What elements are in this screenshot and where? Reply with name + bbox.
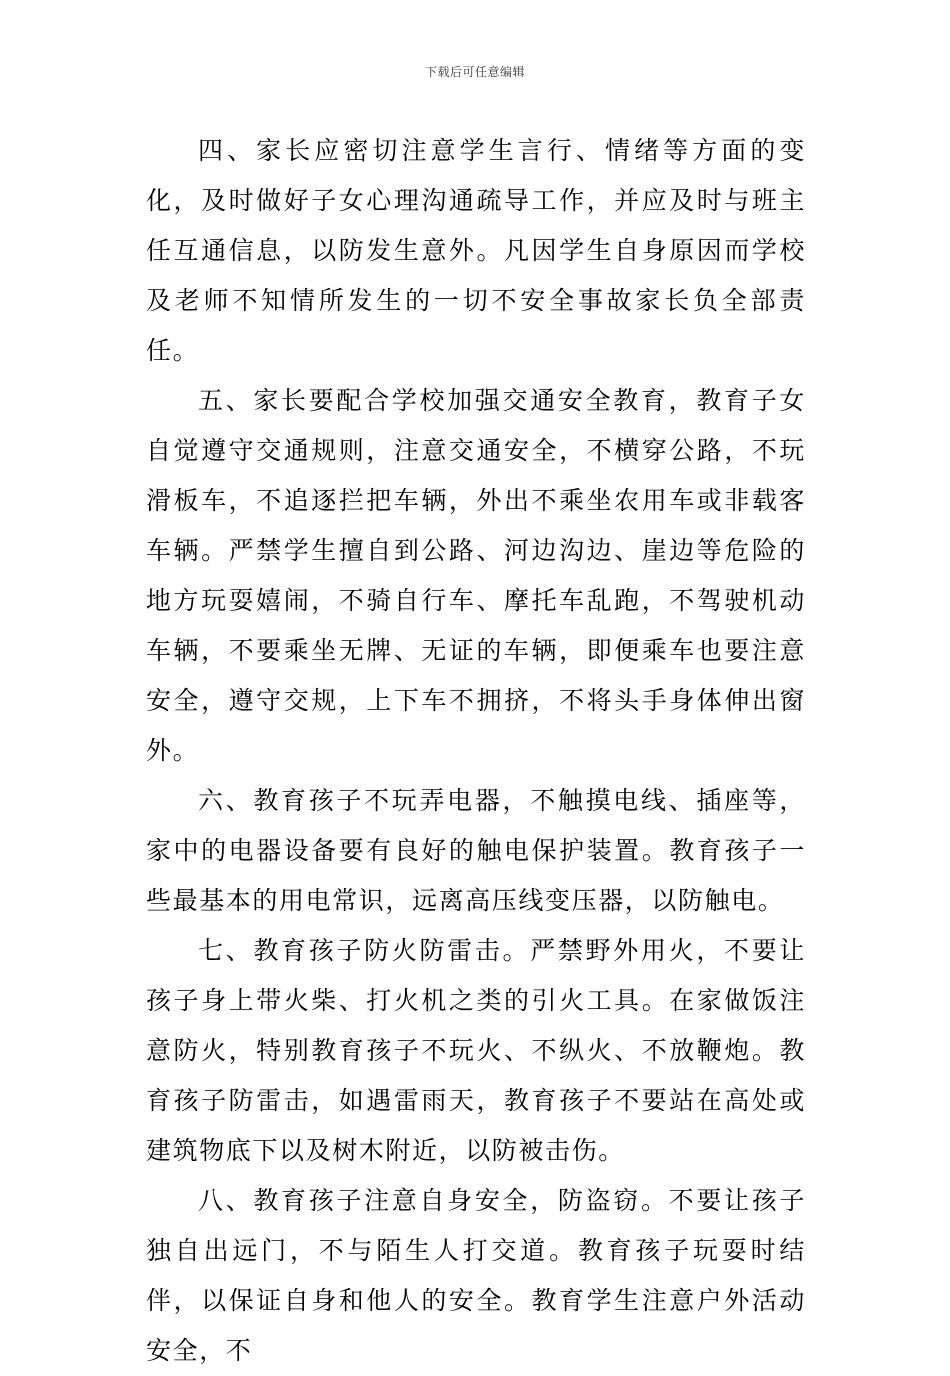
paragraph-8: 八、教育孩子注意自身安全，防盗窃。不要让孩子独自出远门，不与陌生人打交道。教育孩子玩耍时结伴，以保证自身和他人的安全。教育学生注意户外活动安全，不 xyxy=(146,1186,806,1365)
page-header-note: 下载后可任意编辑 xyxy=(424,65,525,79)
paragraph-7: 七、教育孩子防火防雷击。严禁野外用火，不要让孩子身上带火柴、打火机之类的引火工具。在家做饭注意防火，特别教育孩子不玩火、不纵火、不放鞭炮。教育孩子防雷击，如遇雷雨天，教育孩子不要站在高处或建筑物底下以及树木附近，以防被击伤。 xyxy=(146,936,806,1165)
paragraph-6: 六、教育孩子不玩弄电器，不触摸电线、插座等，家中的电器设备要有良好的触电保护装置。教育孩子一些最基本的用电常识，远离高压线变压器，以防触电。 xyxy=(146,786,806,915)
paragraph-5: 五、家长要配合学校加强交通安全教育，教育子女自觉遵守交通规则，注意交通安全，不横穿公路，不玩滑板车，不追逐拦把车辆，外出不乘坐农用车或非载客车辆。严禁学生擅自到公路、河边沟边、崖边等危险的地方玩耍嬉闹，不骑自行车、摩托车乱跑，不驾驶机动车辆，不要乘坐无牌、无证的车辆，即便乘车也要注意安全，遵守交规，上下车不拥挤，不将头手身体伸出窗外。 xyxy=(146,386,806,765)
document-body xyxy=(146,126,806,1376)
paragraph-4: 四、家长应密切注意学生言行、情绪等方面的变化，及时做好子女心理沟通疏导工作，并应及时与班主任互通信息，以防发生意外。凡因学生自身原因而学校及老师不知情所发生的一切不安全事故家长负全部责任。 xyxy=(146,136,806,365)
